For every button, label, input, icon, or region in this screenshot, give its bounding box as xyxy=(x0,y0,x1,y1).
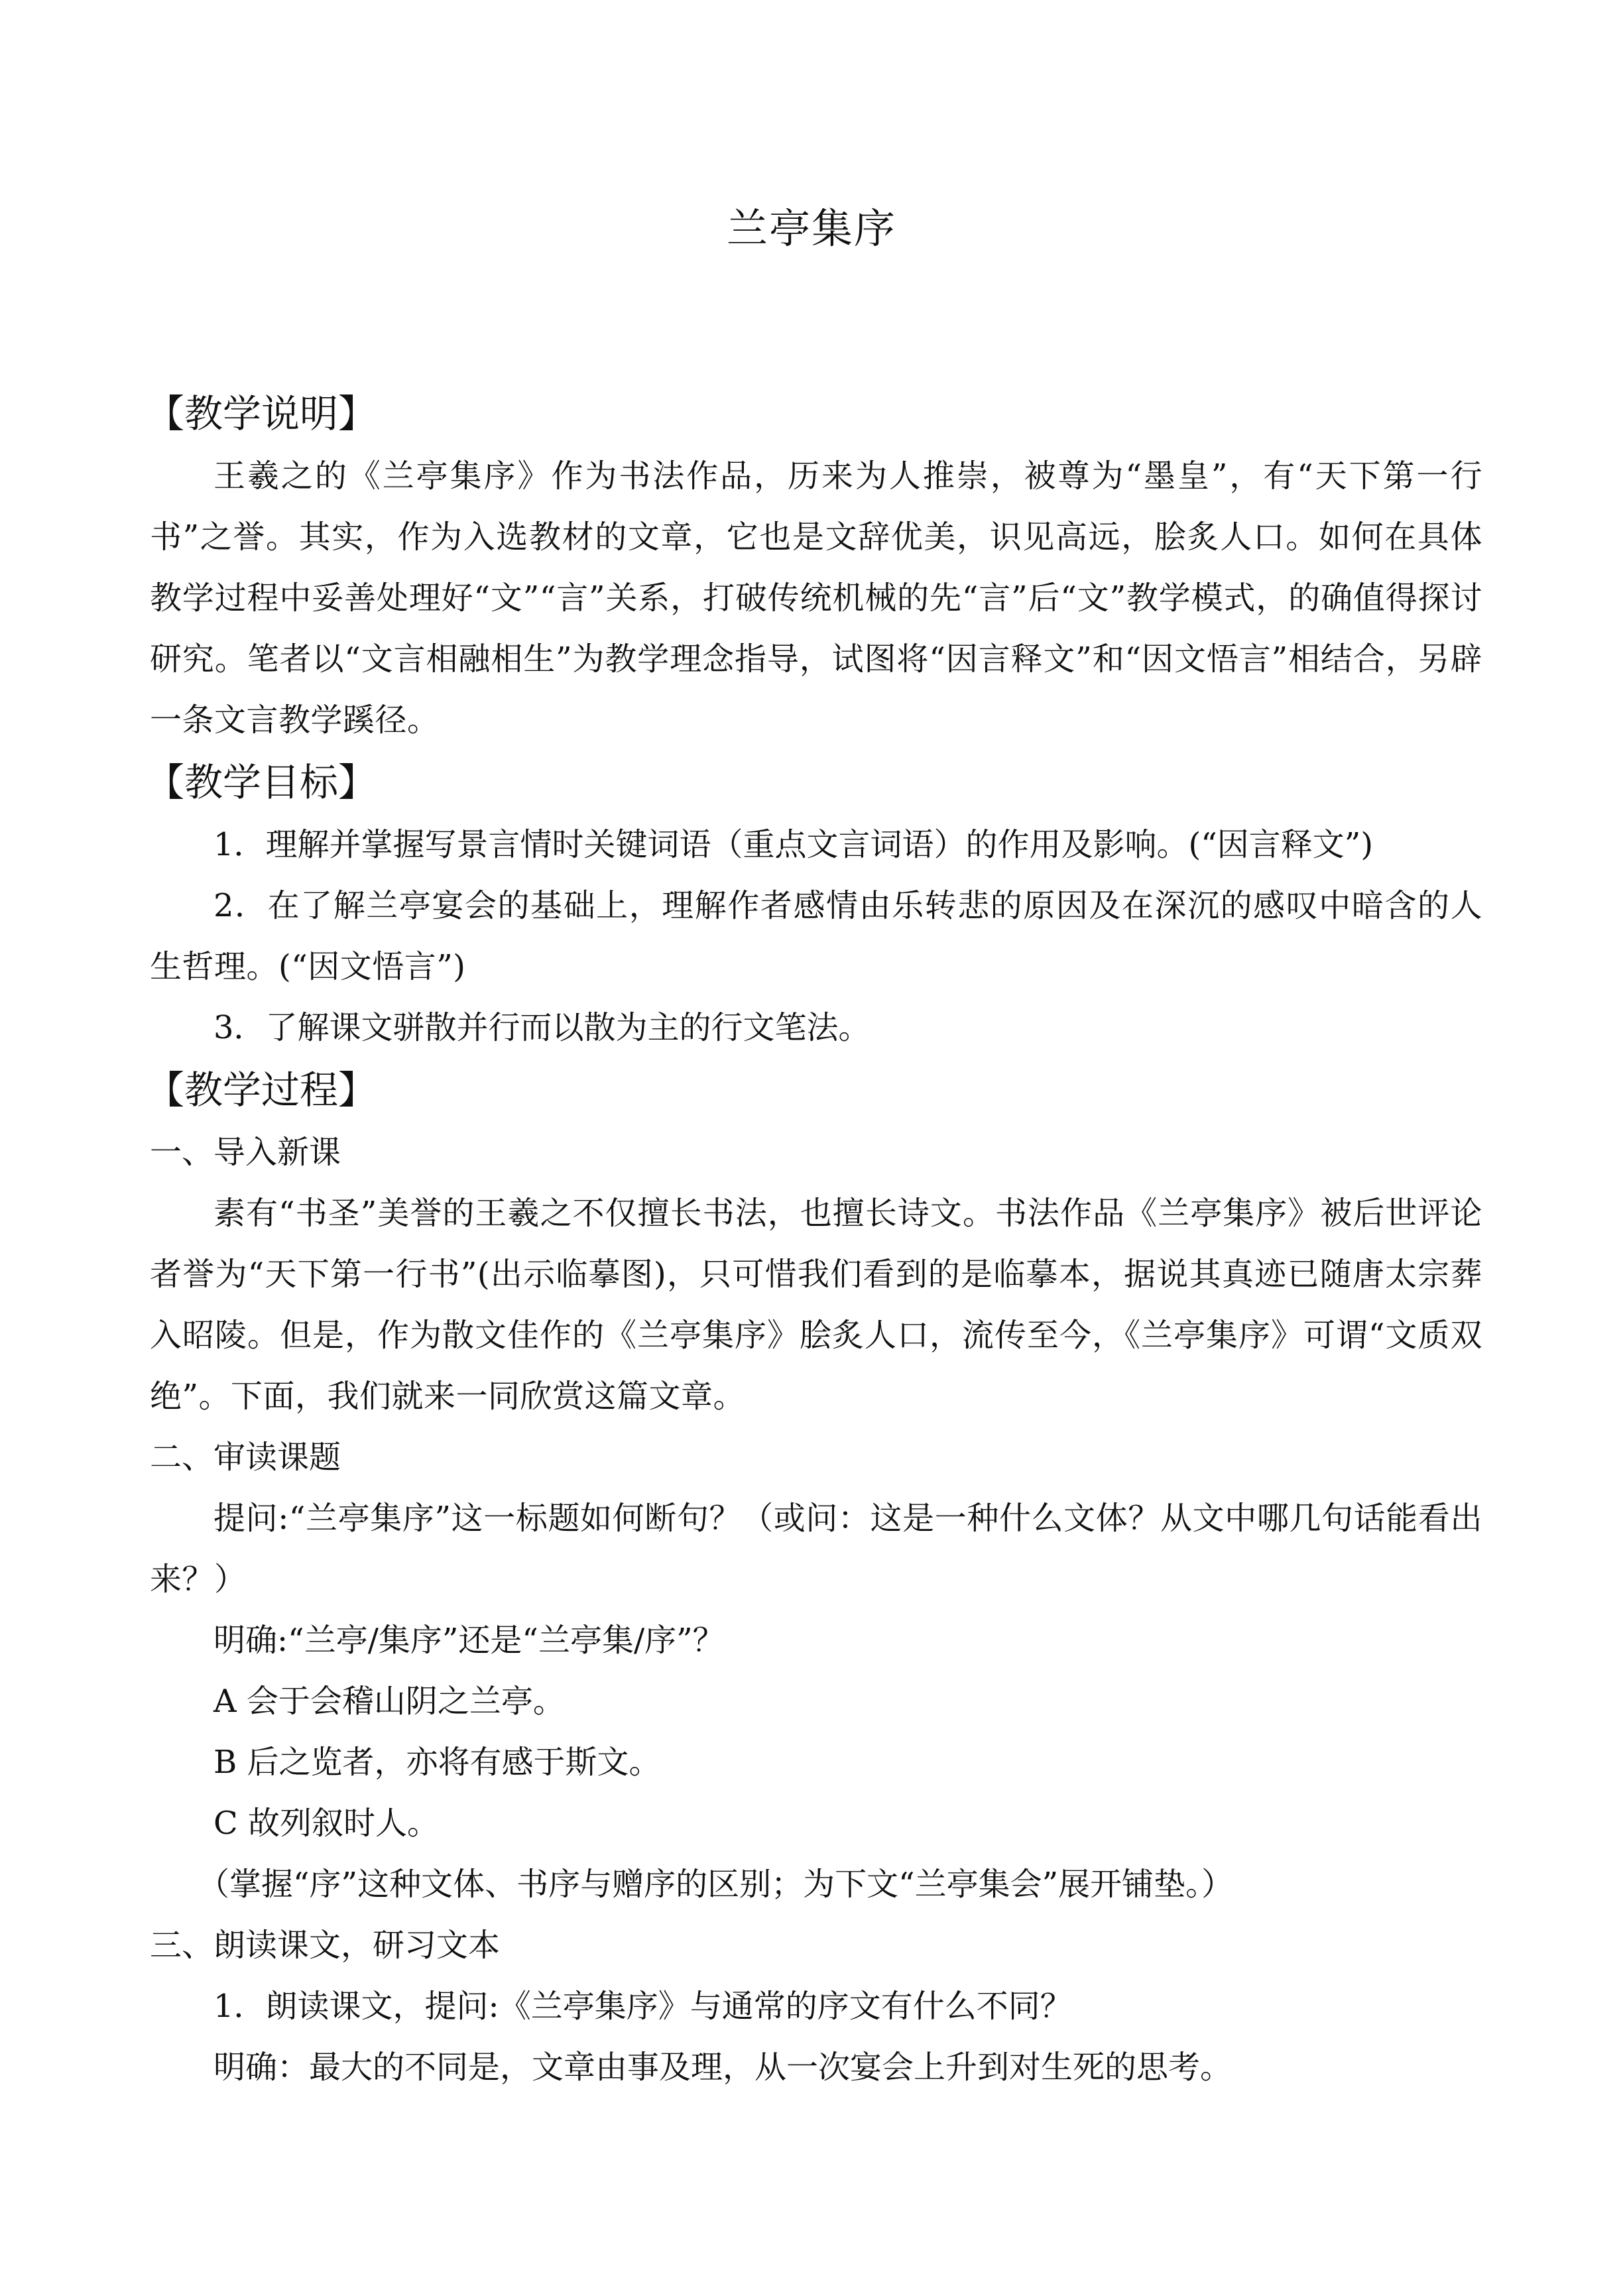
process-part3-answer-1: 明确：最大的不同是，文章由事及理，从一次宴会上升到对生死的思考。 xyxy=(213,2049,1232,2086)
section-heading-teaching-notes: 【教学说明】 xyxy=(146,391,377,436)
option-c: C 故列叙时人。 xyxy=(213,1805,439,1842)
option-a: A 会于会稽山阴之兰亭。 xyxy=(213,1683,565,1720)
teaching-notes-paragraph: 王羲之的《兰亭集序》作为书法作品，历来为人推崇，被尊为“墨皇”，有“天下第一行书”之誉。其实，作为入选教材的文章，它也是文辞优美，识见高远，脍炙人口。如何在具体教学过程中妥善处理好“文”“言”关系，打破传统机械的先“言”后“文”教学模式，的确值得探讨研究。笔者以“文言相融相生”为教学理念指导，试图将“因言释文”和“因文悟言”相结合，另辟一条文言教学蹊径。 xyxy=(150,457,1482,739)
goal-item-3: 3．了解课文骈散并行而以散为主的行文笔法。 xyxy=(213,1009,871,1046)
goal-item-1: 1．理解并掌握写景言情时关键词语（重点文言词语）的作用及影响。(“因言释文”) xyxy=(213,826,1374,863)
process-part2-question: 提问:“兰亭集序”这一标题如何断句？（或问：这是一种什么文体？从文中哪几句话能看出来？） xyxy=(150,1500,1482,1598)
process-part2-title: 二、审读课题 xyxy=(150,1439,341,1476)
process-part1-title: 一、导入新课 xyxy=(150,1134,341,1171)
process-part3-question-1: 1．朗读课文，提问:《兰亭集序》与通常的序文有什么不同？ xyxy=(213,1988,1072,2025)
section-heading-teaching-goals: 【教学目标】 xyxy=(146,760,377,805)
process-part1-text: 素有“书圣”美誉的王羲之不仅擅长书法，也擅长诗文。书法作品《兰亭集序》被后世评论者誉为“天下第一行书”(出示临摹图)，只可惜我们看到的是临摹本，据说其真迹已随唐太宗葬入昭陵。但是，作为散文佳作的《兰亭集序》脍炙人口，流传至今，《兰亭集序》可谓“文质双绝”。下面，我们就来一同欣赏这篇文章。 xyxy=(150,1195,1482,1415)
process-part2-note: （掌握“序”这种文体、书序与赠序的区别；为下文“兰亭集会”展开铺垫。） xyxy=(198,1866,1234,1903)
document-body xyxy=(146,382,1482,2098)
process-part3-title: 三、朗读课文，研习文本 xyxy=(150,1927,501,1964)
process-part2-clarify: 明确:“兰亭/集序”还是“兰亭集/序”？ xyxy=(213,1622,725,1659)
option-b: B 后之览者，亦将有感于斯文。 xyxy=(213,1744,661,1781)
goal-item-2: 2．在了解兰亭宴会的基础上，理解作者感情由乐转悲的原因及在深沉的感叹中暗含的人生哲理。(“因文悟言”) xyxy=(150,887,1482,985)
section-heading-teaching-process: 【教学过程】 xyxy=(146,1067,377,1113)
page-title: 兰亭集序 xyxy=(726,204,896,253)
